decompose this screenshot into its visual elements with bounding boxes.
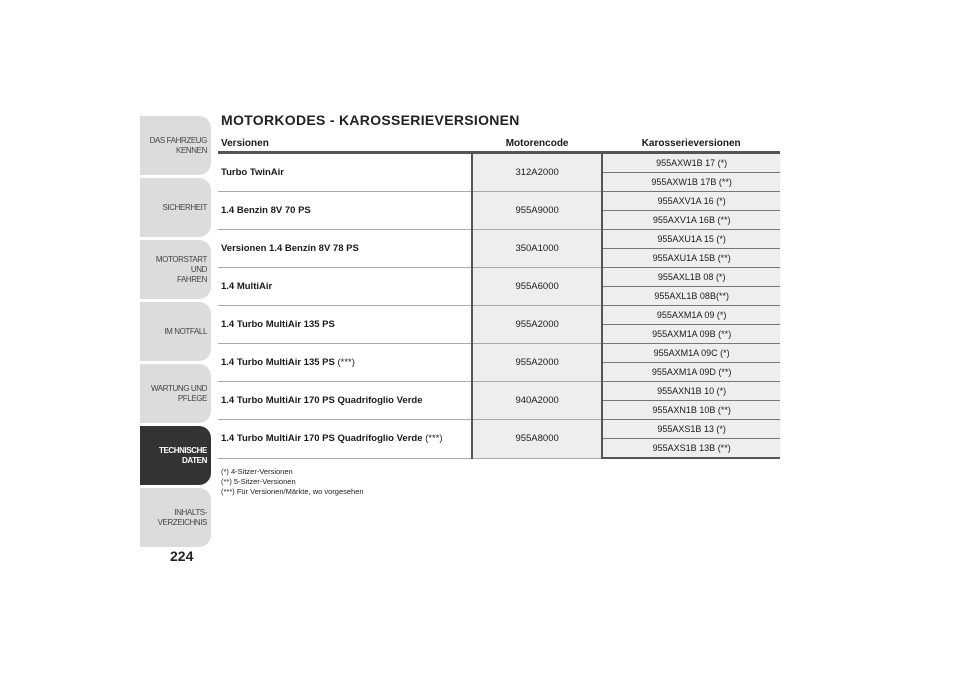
sidebar-tab-label: MOTORSTART UND — [155, 254, 207, 274]
body-version-cell: 955AXW1B 17 (*) — [602, 153, 780, 173]
sidebar-tab-label: TECHNISCHE — [158, 445, 207, 455]
header-body: Karosserieversionen — [641, 138, 741, 149]
footnote: (***) Für Versionen/Märkte, wo vorgesehen — [221, 487, 364, 496]
table-row — [218, 153, 780, 173]
header-version: Versionen — [221, 138, 269, 149]
sidebar-tab-3[interactable] — [140, 302, 211, 361]
version-cell — [218, 192, 472, 230]
body-version-cell: 955AXV1A 16 (*) — [602, 192, 780, 211]
sidebar-tab-5[interactable] — [140, 426, 211, 485]
version-name: 1.4 Turbo MultiAir 135 PS — [221, 357, 335, 368]
body-version-cell: 955AXN1B 10B (**) — [602, 401, 780, 420]
body-version-cell: 955AXS1B 13 (*) — [602, 420, 780, 439]
page-number: 224 — [170, 548, 194, 564]
table-row — [218, 344, 780, 363]
sidebar-tab-2[interactable] — [140, 240, 211, 299]
sidebar-tab-label: IM NOTFALL — [164, 326, 207, 336]
version-cell — [218, 306, 472, 344]
engine-code-cell: 955A6000 — [472, 268, 602, 306]
table-body — [218, 153, 780, 459]
version-note: (***) — [425, 433, 443, 445]
version-cell — [218, 344, 472, 382]
engine-code-cell: 955A8000 — [472, 420, 602, 459]
body-version-cell: 955AXM1A 09D (**) — [602, 363, 780, 382]
footnotes — [221, 467, 364, 497]
footnote: (*) 4-Sitzer-Versionen — [221, 467, 293, 476]
body-version-cell: 955AXM1A 09C (*) — [602, 344, 780, 363]
version-note: (***) — [337, 357, 355, 368]
version-name: Versionen 1.4 Benzin 8V 78 PS — [221, 243, 359, 254]
engine-code-cell: 955A2000 — [472, 344, 602, 382]
body-version-cell: 955AXW1B 17B (**) — [602, 173, 780, 192]
version-cell — [218, 230, 472, 268]
sidebar-tab-label: KENNEN — [176, 145, 207, 155]
table-row — [218, 192, 780, 211]
table-row — [218, 306, 780, 325]
sidebar-tab-label: SICHERHEIT — [162, 202, 207, 212]
page-title: MOTORKODES - KAROSSERIEVERSIONEN — [221, 112, 520, 128]
version-name: Turbo TwinAir — [221, 167, 284, 178]
sidebar-tab-label: VERZEICHNIS — [157, 517, 207, 527]
version-cell — [218, 153, 472, 192]
body-version-cell: 955AXL1B 08 (*) — [602, 268, 780, 287]
engine-code-cell: 955A2000 — [472, 306, 602, 344]
version-name: 1.4 Turbo MultiAir 170 PS Quadrifoglio Verde — [221, 395, 423, 406]
sidebar-tab-label: DATEN — [182, 455, 207, 465]
version-cell — [218, 420, 472, 459]
version-name: 1.4 MultiAir — [221, 281, 273, 292]
body-version-cell: 955AXS1B 13B (**) — [602, 439, 780, 459]
table-row — [218, 420, 780, 439]
header-engine: Motorencode — [505, 138, 569, 149]
sidebar-tab-4[interactable] — [140, 364, 211, 423]
version-cell — [218, 382, 472, 420]
table-row — [218, 230, 780, 249]
sidebar-tab-1[interactable] — [140, 178, 211, 237]
sidebar-tab-label: DAS FAHRZEUG — [149, 135, 207, 145]
body-version-cell: 955AXL1B 08B(**) — [602, 287, 780, 306]
version-name: 1.4 Benzin 8V 70 PS — [221, 205, 311, 216]
sidebar-tab-label: INHALTS- — [174, 507, 207, 517]
sidebar-tab-6[interactable] — [140, 488, 211, 547]
body-version-cell: 955AXM1A 09B (**) — [602, 325, 780, 344]
version-name: 1.4 Turbo MultiAir 135 PS — [221, 319, 335, 330]
engine-code-cell: 940A2000 — [472, 382, 602, 420]
chapter-sidebar — [140, 116, 211, 550]
engine-code-cell: 312A2000 — [472, 153, 602, 192]
sidebar-tab-label: WARTUNG UND — [150, 383, 207, 393]
table-row — [218, 268, 780, 287]
body-version-cell: 955AXU1A 15 (*) — [602, 230, 780, 249]
footnote: (**) 5-Sitzer-Versionen — [221, 477, 296, 486]
sidebar-tab-0[interactable] — [140, 116, 211, 175]
engine-code-table — [218, 136, 780, 459]
version-cell — [218, 268, 472, 306]
body-version-cell: 955AXV1A 16B (**) — [602, 211, 780, 230]
engine-code-cell: 955A9000 — [472, 192, 602, 230]
body-version-cell: 955AXM1A 09 (*) — [602, 306, 780, 325]
sidebar-tab-label: PFLEGE — [177, 393, 207, 403]
table-row — [218, 382, 780, 401]
sidebar-tab-label: FAHREN — [176, 274, 207, 284]
body-version-cell: 955AXN1B 10 (*) — [602, 382, 780, 401]
body-version-cell: 955AXU1A 15B (**) — [602, 249, 780, 268]
table-header-row — [218, 136, 780, 153]
version-name: 1.4 Turbo MultiAir 170 PS Quadrifoglio Verde — [221, 433, 423, 445]
engine-code-cell: 350A1000 — [472, 230, 602, 268]
